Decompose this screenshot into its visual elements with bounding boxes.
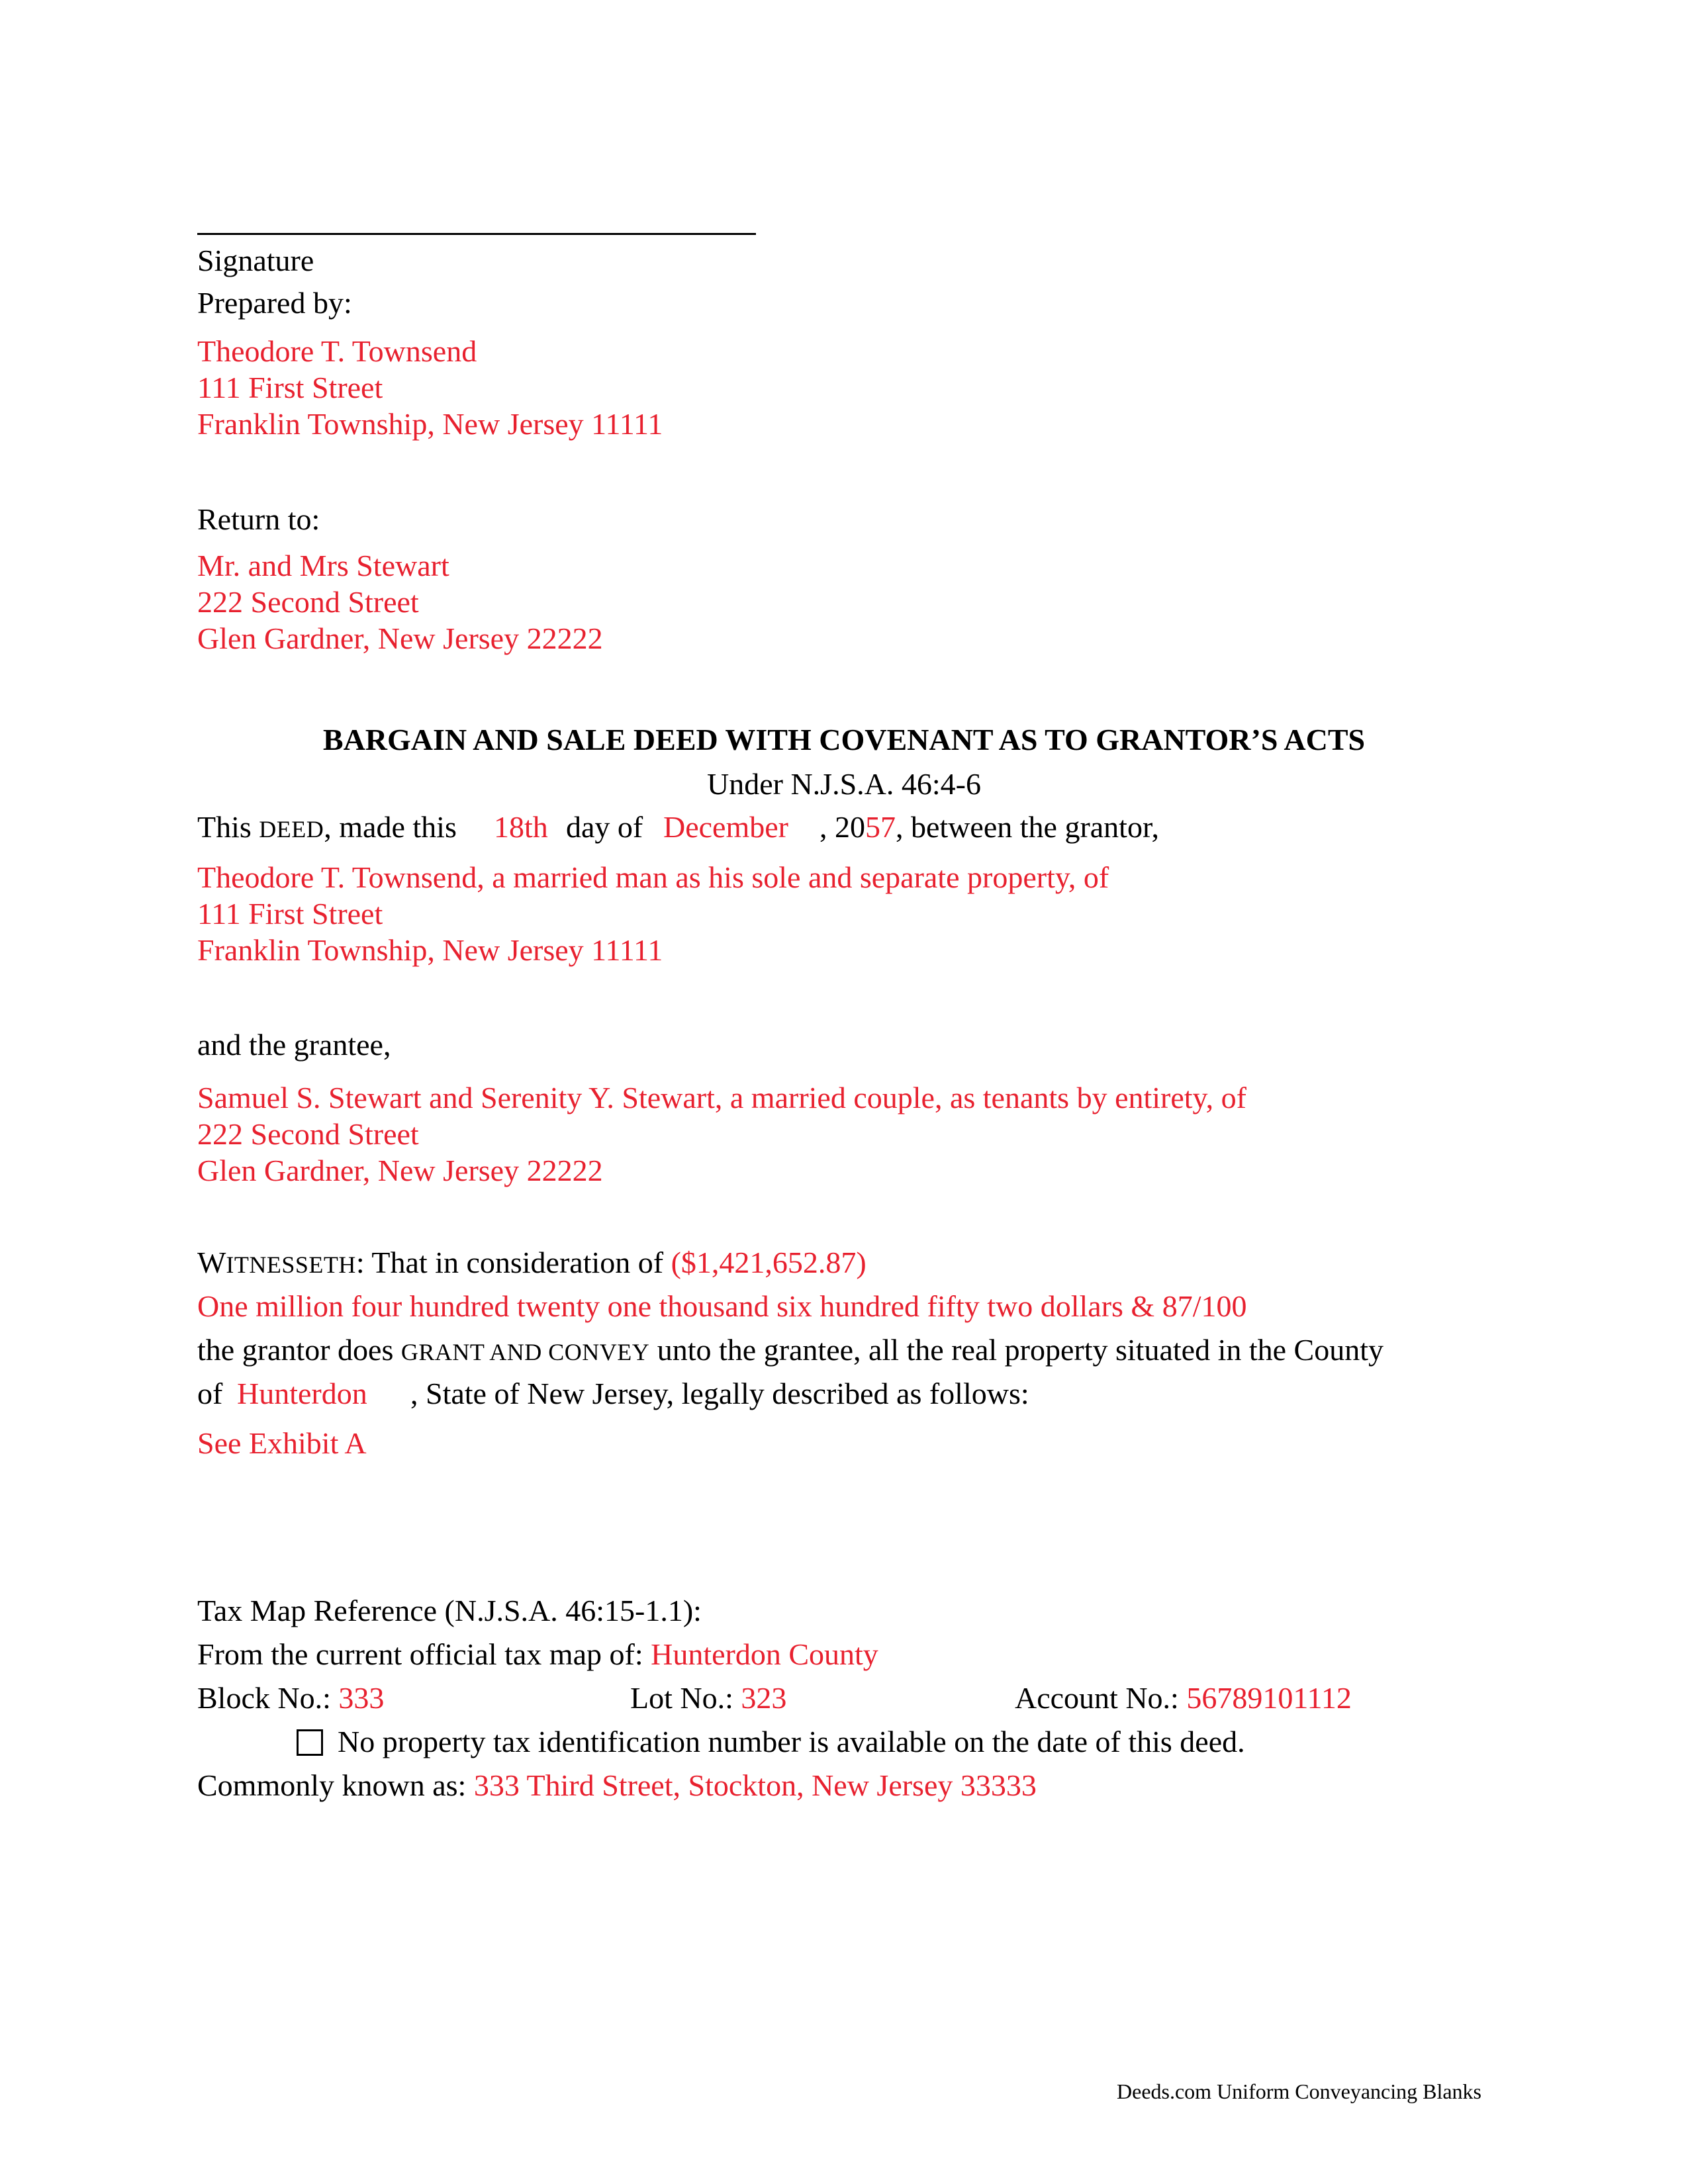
witnesseth-tail: : That in consideration of (355, 1246, 664, 1279)
intro-deed-word: DEED (259, 816, 324, 842)
return-recipient-street: 222 Second Street (197, 585, 419, 619)
consideration-amount: ($1,421,652.87) (671, 1246, 867, 1279)
return-recipient-city: Glen Gardner, New Jersey 22222 (197, 621, 603, 655)
return-to-label: Return to: (197, 502, 320, 536)
block-value: 333 (338, 1681, 385, 1715)
consideration-amount-words: One million four hundred twenty one thousand six hundred fifty two dollars & 87/100 (197, 1289, 1247, 1323)
witnesseth-line (197, 1244, 867, 1283)
tax-map-county: Hunterdon County (651, 1637, 878, 1671)
grant-convey-line (197, 1332, 1383, 1371)
grantor-does: the grantor does (197, 1333, 394, 1367)
deed-title: BARGAIN AND SALE DEED WITH COVENANT AS TO GRANTOR’S ACTS (322, 723, 1366, 756)
deed-day: 18th (494, 810, 548, 844)
tax-map-reference: Tax Map Reference (N.J.S.A. 46:15-1.1): (197, 1594, 702, 1627)
signature-label: Signature (197, 244, 314, 277)
grantor-street: 111 First Street (197, 897, 383, 931)
grantor-city: Franklin Township, New Jersey 11111 (197, 933, 663, 967)
preparer-street: 111 First Street (197, 371, 383, 404)
tax-map-source (197, 1636, 878, 1673)
lot-label: Lot No.: (630, 1681, 733, 1715)
grantor-name: Theodore T. Townsend, a married man as his sole and separate property, of (197, 860, 1109, 894)
state-text: , State of New Jersey, legally described as follows: (410, 1377, 1029, 1410)
unto-text: unto the grantee, all the real property situated in the County (657, 1333, 1384, 1367)
county-name: Hunterdon (237, 1377, 367, 1410)
year-suffix: 57 (865, 810, 896, 844)
return-recipient-name: Mr. and Mrs Stewart (197, 549, 449, 582)
year-prefix: , 20 (820, 810, 865, 844)
deed-subtitle: Under N.J.S.A. 46:4-6 (707, 767, 981, 801)
grant-and-convey: GRANT AND CONVEY (400, 1339, 650, 1365)
account-number (1015, 1680, 1352, 1717)
grantee-street: 222 Second Street (197, 1117, 419, 1151)
signature-line (197, 233, 756, 235)
account-value: 56789101112 (1186, 1681, 1352, 1715)
block-number (197, 1680, 384, 1717)
witnesseth-initial: W (197, 1246, 226, 1279)
commonly-known-line (197, 1767, 1037, 1804)
deed-intro-line (197, 809, 457, 848)
grantee-city: Glen Gardner, New Jersey 22222 (197, 1154, 603, 1187)
prepared-by-label: Prepared by: (197, 286, 352, 320)
intro-made-this: , made this (324, 810, 457, 844)
page-footer: Deeds.com Uniform Conveyancing Blanks (1117, 2079, 1481, 2103)
commonly-known-label: Commonly known as: (197, 1768, 467, 1802)
witnesseth-rest: ITNESSETH (226, 1251, 356, 1278)
account-label: Account No.: (1015, 1681, 1179, 1715)
lot-number (630, 1680, 786, 1717)
no-tax-id-checkbox[interactable] (297, 1729, 323, 1756)
legal-description: See Exhibit A (197, 1426, 367, 1460)
intro-this: This (197, 810, 252, 844)
block-label: Block No.: (197, 1681, 331, 1715)
county-of-label: of (197, 1377, 223, 1410)
day-of-label: day of (566, 810, 643, 844)
deed-year (820, 809, 1159, 846)
preparer-name: Theodore T. Townsend (197, 334, 477, 368)
preparer-city: Franklin Township, New Jersey 11111 (197, 407, 663, 441)
lot-value: 323 (741, 1681, 787, 1715)
grantee-name: Samuel S. Stewart and Serenity Y. Stewart, a married couple, as tenants by entirety, of (197, 1081, 1246, 1115)
grantee-label: and the grantee, (197, 1028, 391, 1062)
property-address: 333 Third Street, Stockton, New Jersey 33333 (473, 1768, 1037, 1802)
deed-month: December (663, 810, 788, 844)
no-tax-id-text: No property tax identification number is available on the date of this deed. (338, 1725, 1245, 1758)
current-map-label: From the current official tax map of: (197, 1637, 643, 1671)
between-grantor: , between the grantor, (896, 810, 1159, 844)
